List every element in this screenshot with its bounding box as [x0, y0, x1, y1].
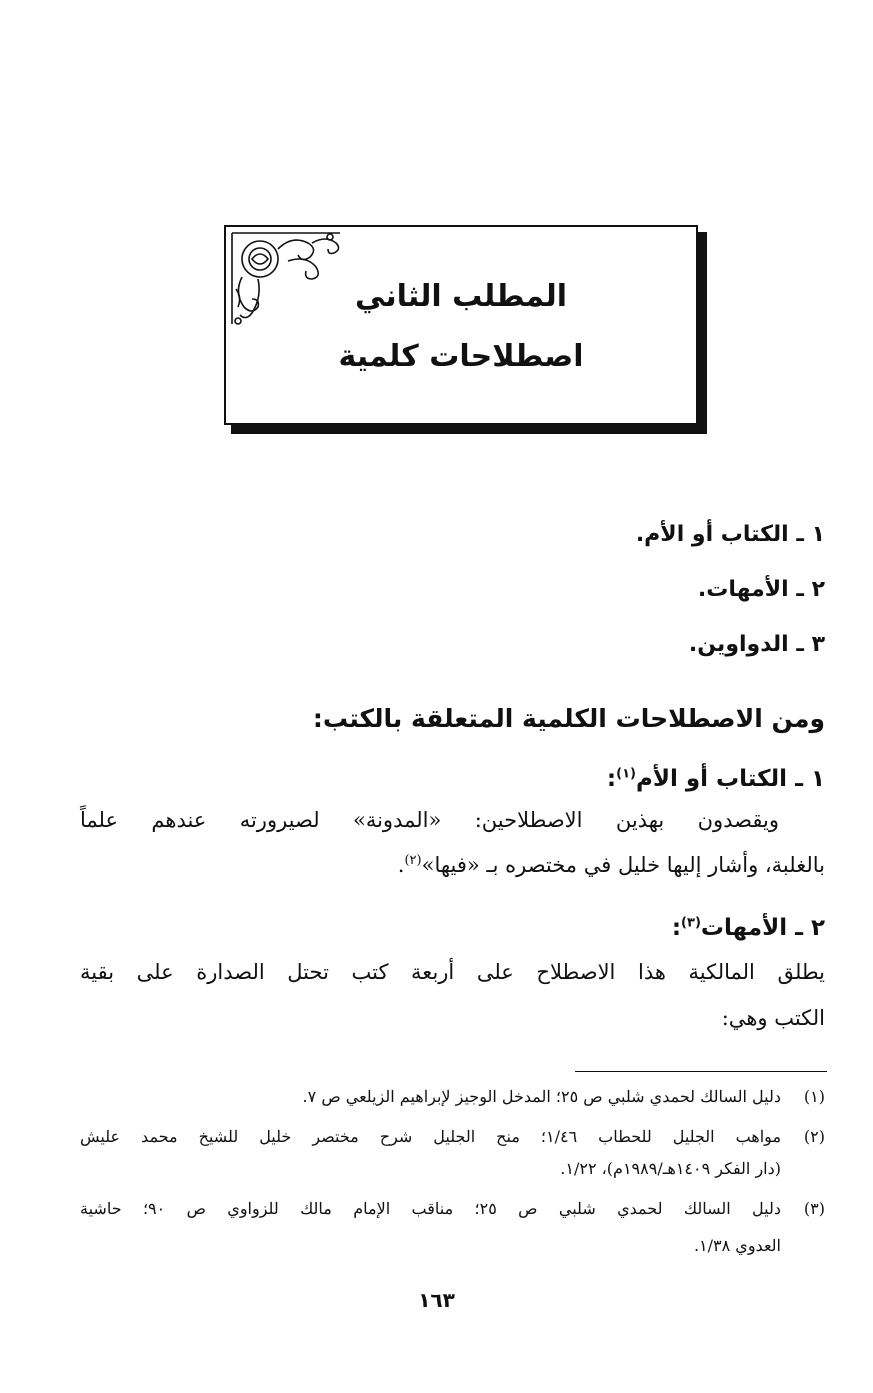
item-heading-text: ٢ ـ الأمهات: [700, 915, 825, 941]
footnote-ref: (٢): [404, 853, 422, 868]
footnote-text: دليل السالك لحمدي شلبي ص ٢٥؛ مناقب الإمام مالك للزواوي ص ٩٠؛ حاشية: [80, 1199, 781, 1218]
footnote: [80, 1199, 825, 1221]
paragraph-line: الكتب وهي:: [721, 1006, 825, 1030]
footnote-text: مواهب الجليل للحطاب ١/٤٦؛ منح الجليل شرح مختصر خليل للشيخ محمد عليش: [80, 1127, 782, 1146]
paragraph-text: بالغلبة، وأشار إليها خليل في مختصره بـ «فيها»: [421, 853, 825, 877]
footnote-number: (٣): [803, 1199, 825, 1218]
section-heading: ومن الاصطلاحات الكلمية المتعلقة بالكتب:: [312, 704, 825, 733]
item-heading-text: ١ ـ الكتاب أو الأم: [635, 766, 825, 792]
footnote-ref: (٣): [681, 915, 701, 931]
footnote-number: (١): [803, 1087, 825, 1106]
title-box: [224, 225, 698, 425]
footnote: [80, 1087, 825, 1109]
list-item: ٣ ـ الدواوين.: [688, 632, 825, 657]
footnote-text: العدوي ١/٣٨.: [693, 1236, 781, 1255]
footnote-continuation: [80, 1236, 825, 1258]
footnote-separator: [575, 1071, 827, 1072]
footnote-text: (دار الفكر ١٤٠٩هـ/١٩٨٩م)، ١/٢٢.: [560, 1159, 781, 1178]
section-title: المطلب الثاني: [354, 279, 567, 314]
item-heading-colon: :: [606, 766, 617, 792]
footnote-ref: (١): [616, 766, 636, 782]
section-subtitle: اصطلاحات كلمية: [338, 339, 584, 374]
item-heading-colon: :: [671, 915, 682, 941]
list-item: ٢ ـ الأمهات.: [697, 577, 825, 602]
footnote-continuation: [80, 1159, 825, 1181]
item-heading: [80, 766, 825, 792]
list-item: ١ ـ الكتاب أو الأم.: [635, 522, 825, 547]
paragraph-line: يطلق المالكية هذا الاصطلاح على أربعة كتب تحتل الصدارة على بقية: [80, 960, 825, 984]
footnote: [80, 1127, 825, 1149]
paragraph-line: [80, 853, 825, 877]
item-heading: [80, 915, 825, 941]
footnote-text: دليل السالك لحمدي شلبي ص ٢٥؛ المدخل الوجيز لإبراهيم الزيلعي ص ٧.: [302, 1087, 781, 1106]
footnote-number: (٢): [803, 1127, 825, 1146]
paragraph-end: .: [397, 853, 405, 877]
page-number: ١٦٣: [418, 1288, 455, 1312]
paragraph-line: ويقصدون بهذين الاصطلاحين: «المدونة» لصيرورته عندهم علماً: [80, 808, 779, 832]
